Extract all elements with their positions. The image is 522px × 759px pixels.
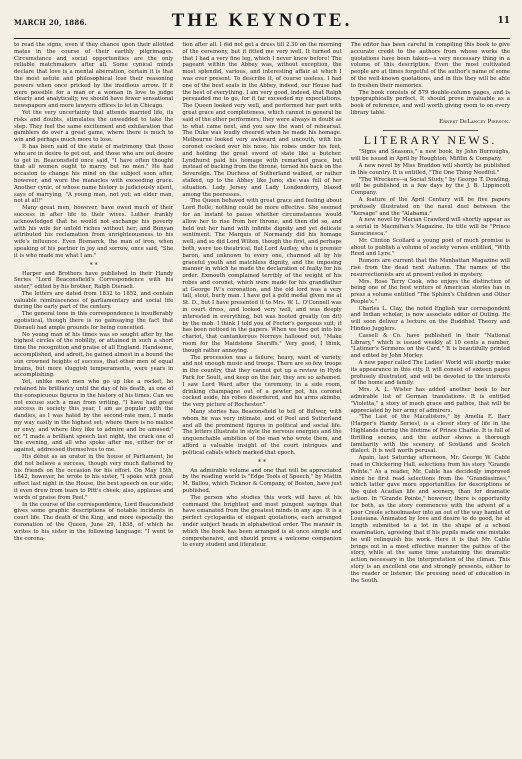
article-columns [14, 42, 510, 754]
publication-title: THE KEYNOTE. [171, 10, 353, 31]
news-item: A new novel by Miss Braddon will shortly be published in this country. It is entitled, "The One Thing Needful." [350, 162, 510, 176]
author-signature: Ernest DeLancey Pierson. [439, 118, 510, 125]
page-number: 11 [497, 16, 510, 26]
news-item: Mrs. Rose Terry Cook, who enjoys the distinction of being one of the best writers of American stories has in press a volume entitled "The Sphinx's Children and Other People's." [350, 278, 510, 305]
news-item: A feature of the April Century will be five papers profusely illustrated on the naval duel between the "Kersage" and the "Alabama." [350, 196, 510, 217]
paragraph: Yet, unlike most men who go up like a rocket, he retained his brilliancy until the day of his death, as one of the conspicuous figures in the history of his times. Can we not excuse such a man from writing, "I have had great success in society this year, I am as popular with the dandies, as I was hated by the second-rate men. I made my way easily in the highest set, where there is no malice or envy, and where they like to admire and be amused;" or, "I made a brilliant speech last night, the crack one of the evening, and all who spoke after me, either for or against, addressed themselves to me. [14, 379, 174, 454]
news-item: A new paper called The Ladies' World will shortly make its appearance in this city. It will consist of sixteen pages profusely illustrated, and will be devoted to the interests of the home and family. [350, 360, 510, 387]
paragraph: to read the signs, even if they chance upon their allotted mates in the course of their earthly pilgrimages. Circumstance and social opportunities are the only reliable matchmakers after all. Some cynical minds declare that love is a mental aberration, certain it is that the most astute and philosophical lose their reasoning powers when once pricked by the insidious arrow. If it were possible for a man or a woman in love to judge clearly and analytically, we should have fewer sensational newspapers and more lawyers offices to let in Chicago. [14, 42, 174, 110]
paragraph: Many stories has Beaconsfield to tell of Bulwer, with whom he was very intimate, and of Peel and Sutherland and all the prominent figures in political and social life. The letters illustrate in style the nervous energies and the unquenchable ambition of the man who wrote them, and afford a valuable insight of the court intrigues and political cabals which marked that epoch. [182, 409, 342, 456]
news-item: Rumors are current that the Manhattan Magazine will rise from the dead next Autumn. The names of the resurrectionists are at present veiled in mystery. [350, 258, 510, 278]
news-item: Mrs. A. L. Wister has added another book to her admirable list of German translations. It is entitled "Violetta," a story of much grace and pathos, that will be appreciated by her army of admirers. [350, 387, 510, 414]
paragraph: In the course of the correspondence, Lord Beaconsfield gives some graphic descriptions of notable incidents in court life. The death of the King, and more especially the coronation of the Queen, June 29, 1838, of which he writes to his sister in the following language: "I went to the corona- [14, 501, 174, 542]
column-3 [351, 42, 510, 754]
column-2 [182, 42, 341, 754]
section-title: LITERARY NEWS. [363, 132, 497, 147]
news-item: "The Wreckers—a Social Study," by George T. Dowling, will be published in a few days by the J. B. Lippincott Company. [350, 176, 510, 197]
column-1 [14, 42, 173, 754]
paragraph: No young man of his times was so sought after by the highest circles of the nobility, or attained in such a short time the recognition and praise of all England. Handsome, accomplished, and adroit, he gained almost in a bound the sun crowned heights of success, that other men of equal brains, but more sluggish temperaments, were years in accomplishing. [14, 331, 174, 379]
paragraph: The Queen behaved with great grace and feeling about Lord Rolle; nothing could be more effective. She seemed for an instant to pause whether circumstances would allow her to rise from her throne, and then did so, and held out her hand with infinite dignity and yet delicate sentiment. The Marquis of Normandy did his homage well, and so did Lord Wilton, though the first, and perhaps both, were too theatrical. But Lord Audley, who is premier baron, and unknown to every one, charmed all by his graceful youth and matchless dignity, and the imposing manner in which he made the declaration of fealty for his order. Exmouth complained terribly of the weight of his robes and coronet, which were made for his grandfather at George IV.'s coronation, and the old lord was a very tall, stout, burly man. I have got a gold medal given me at St. D., but I have presented it to Mrs. W. L. O'Connell was in court dress, and looked very well, and was deeply interested in everything, but was hooted greatly (on dit) by the mob. I think I told you of Fector's gorgeous suit; it has been noticed in the papers. When we two got into his chariot, that cantankerous Norreys hallooed out, "Make room for the Maidstone Sheriffs." Very good, I think, though rather annoying. [182, 198, 342, 354]
paragraph: The letters are dated from 1832 to 1852, and contain valuable reminiscences of parliamentary and social life during the early part of the century. [14, 290, 174, 311]
issue-date: MARCH 20, 1886. [14, 18, 88, 27]
news-item: A new novel by Marian Crawford will shortly appear as a serial in Macmillan's Magazine. Its title will be "Prince Saracinesca." [350, 217, 510, 237]
news-item: "Signs and Seasons," a new book, by John Burroughs, will be issued in April by Houghton, Mifflin & Company. [350, 149, 510, 163]
paragraph: Many great men, however, have owed much of their success in after life to their wives. Luther frankly acknowledged that he would not exchange his poverty with his wife for untold riches without her; and Bunyan attributed his reclamation from unrighteousness to his wife's influence. Even Bismarck, the man of iron, when speaking of his partner in joy and sorrow, once said, "She it is who made me what I am." [14, 205, 174, 259]
news-item: Again, last Saturday afternoon, Mr. George W. Cable read in Chickering Hall, selections from his story "Grande Pointe." As a reader, Mr. Cable has decidedly improved since he first read selections from the "Grandissimes," which latter gave more opportunities for descriptions of the quiet Acadian life and scenery, than for dramatic action. In "Grande Pointe," however, there is opportunity for both, as the story commences with the advent of a poor Creole schoolmaster into an out of the way hamlet of Louisiana. Animated by love and desire to do good, he at length submitted to a lot in the shape of a school examination, agreeing that if his pupils made one mistake he will relinquish his work. Here it is that Mr. Cable brings out in a most effective manner the pathos of the story, while at the same time sustaining the dramatic action necessary in the interpretation of the climax. This story is an excellent one and strongly presents, either to the reader or listener, the pressing need of education in the South. [350, 455, 510, 584]
divider [383, 130, 479, 131]
news-item: Mr. Clinton Scollard a young poet of much promise is about to publish a volume of society verses entitled, "With Reed and Lyre." [350, 237, 510, 258]
section-separator: * * [89, 261, 98, 269]
news-item: "The Last of the Macalisters," by Amelia E. Barr (Harper's Handy Series), is a clever story of life in the Highlands during the lifetime of Prince Charlie. It is full of thrilling scenes, and the author shows a thorough familiarity with the scenery of Scotland and Scotch dialect. It is well worth perusal. [350, 414, 510, 455]
section-separator: * * [258, 458, 266, 466]
news-item: Charles L. Clay, the noted English war correspondent and Indian scholar, is now associate editor of Outing. He will soon deliver a lecture on the Buddhist Theory and Hindoo Jugglers. [350, 305, 510, 333]
paragraph: An admirable volume and one that will be appreciated by the reading world is "Edge Tools of Speech," by Mattin M. Ballou, which Ticknor & Company, of Boston, have just published. [182, 467, 342, 494]
paragraph: His début as an orator in the house of Parliament, he did not believe a success, though very much flattered by his friends on the occasion for his effort. On May 15th, 1842, however, he wrote to his sister, "I spoke with great effect last night in the House, the best speech on our side; it even drew from tears to Pitt's cheek; also, applause and words of praise from Peel." [14, 454, 174, 501]
paragraph: The person who studies this work will have at his command the brightest and most pungent sayings that have emanated from the greatest minds in any age. It is a perfect cyclopædia of elegant quotations, each arranged under subject heads in alphabetical order. The manner in which the book has been arranged is at once simple and comprehensive, and should prove a welcome companion to every student and literateur. [182, 494, 342, 549]
paragraph: It has been said of the state of matrimony that those who are in desire to get out, and those who are out desire to get in. Beaconsfield once said, "I have often thought that all women ought to marry, but no men." He had occasion to change his mind on the subject soon after, however, and wore the manacles with exceeding grace. Another cynic, of whose name history is judiciously silent, says of marrying, "A young man, not yet; an elder man, not at all!" [14, 143, 174, 205]
paragraph: Yet the very uncertainty that attends married life, its risks and doubts, stimulates the unwedded to take the step. They feel the same excitement and exhilaration that gamblers do over a great game, where there is much to win and perhaps much more to lose. [14, 109, 174, 144]
paragraph: The editor has been careful in compiling this book to give accurate credit to the authors from whose works the quotations have been taken—a very necessary thing in a volume of this description. Even the most cultivated people are at times forgetful of the author's name of some of the well-known quotations, and in this they will be able to freshen their memories. [350, 42, 510, 89]
paragraph: tion after all. I did not get a dress till 2.30 on the morning of the ceremony, but it fitted me very well. It turned out that I had a very fine leg, which I never knew before! The pageant within the Abbey was, without exception, the most splendid, various, and interesting affair at which I was ever present. To describe it, of course useless. I had one of the best seats in the Abbey, indeed, our House had the best of everything. I am very good, indeed, that Ralph persuaded me to go, for it far exceeded my expectations. The Queen looked very well, and performed her part with great grace and completeness, which cannot in general be said of the other performers; they were always in doubt as to what came next, and you saw the want of rehearsal. The Duke was loudly cheered when he made his homage. Melbourne looked very awkward and uncouth, with his coronet cocked over his nose, his robes under his feet, and holding the great sword of state like a butcher. Lyndhurst paid his homage with remarked grace, but instead of backing from the throne, turned his back on the Sovereign. The Duchess of Sutherland walked, or rather stalked, up to the Abbey like Juno; she was full of her situation. Lady Jersey and Lady Londonderry, blazed among the peeresses. [182, 42, 342, 198]
masthead [14, 8, 510, 39]
news-item: Cassell & Co. have published in their "National Library," which is issued weekly at 10 cents a number, "Latimer's Sermons on the Card." It is beautifully printed and edited by John Morley. [350, 332, 510, 360]
paragraph: Harper and Brothers have published in their Handy Series "Lord Beaconsfield's Correspondence with his sister," edited by his brother, Ralph Disraeli. [14, 270, 174, 291]
paragraph: The book consists of 579 double-column pages, and is typographically perfect. It should prove invaluable as a book of reference, and well worth giving room to on every library table. [350, 89, 510, 116]
paragraph: The general tone in this correspondence is insufferably egotistical, though there is no gainsaying the fact that Disraeli had ample grounds for being conceited. [14, 311, 174, 331]
paragraph: The procession was a failure; heavy, want of variety, and not enough music and troops. There are so few troops in the country, that they cannot get up a review in Hyde Park for Soult, and keep on the fair, they are so ashamed. I saw Lord Ward after the ceremony, in a side room, drinking champagne out of a pewter pot, his coronet cocked aside, his robes disordered, and his arms akimbo, the very picture of Rochester." [182, 354, 342, 409]
